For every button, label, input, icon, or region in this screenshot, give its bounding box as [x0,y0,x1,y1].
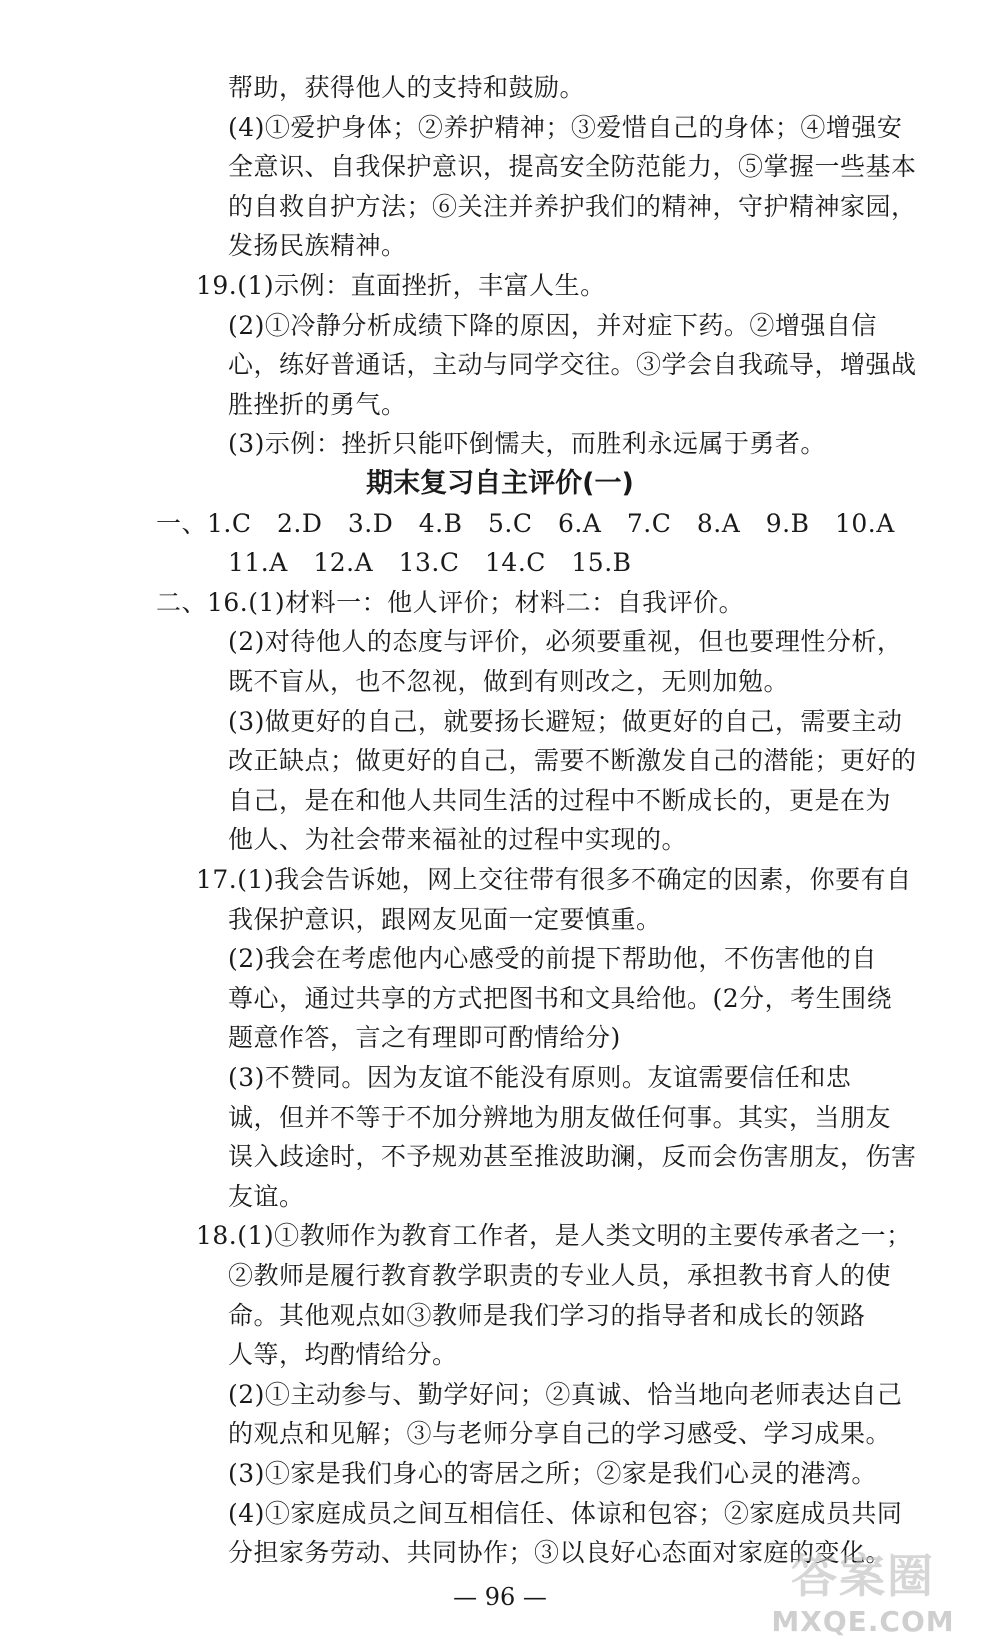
text-line: 全意识、自我保护意识，提高安全防范能力，⑤掌握一些基本 [228,152,917,181]
text-line: 胜挫折的勇气。 [228,390,407,419]
text-line: 题意作答，言之有理即可酌情给分) [228,1023,621,1052]
text-line: 分担家务劳动、共同协作；③以良好心态面对家庭的变化。 [228,1538,892,1567]
watermark-bottom: MXQE.COM [771,1605,955,1638]
text-line: 帮助，获得他人的支持和鼓励。 [228,73,586,102]
text-line: (3)做更好的自己，就要扬长避短；做更好的自己，需要主动 [228,707,903,736]
text-line: (3)示例：挫折只能吓倒懦夫，而胜利永远属于勇者。 [228,429,826,458]
text-line: (3)不赞同。因为友谊不能没有原则。友谊需要信任和忠 [228,1063,852,1092]
text-line: 的观点和见解；③与老师分享自己的学习感受、学习成果。 [228,1419,892,1448]
text-line: 尊心，通过共享的方式把图书和文具给他。(2分，考生围绕 [228,984,893,1013]
text-line: (2)①主动参与、勤学好问；②真诚、恰当地向老师表达自己 [228,1380,903,1409]
question-19: 19.(1)示例：直面挫折，丰富人生。 [196,271,606,300]
answer-row: 11.A 12.A 13.C 14.C 15.B [228,548,632,577]
watermark-logo [738,1548,988,1643]
text-line: 自己，是在和他人共同生活的过程中不断成长的，更是在为 [228,786,892,815]
text-line: 诚，但并不等于不加分辨地为朋友做任何事。其实，当朋友 [228,1103,892,1132]
text-line: (2)我会在考虑他内心感受的前提下帮助他，不伤害他的自 [228,944,877,973]
page-number: — 96 — [453,1583,547,1611]
text-line: 的自救自护方法；⑥关注并养护我们的精神，守护精神家园， [228,192,917,221]
text-line: 我保护意识，跟网友见面一定要慎重。 [228,905,662,934]
text-line: 友谊。 [228,1182,305,1211]
text-line: (2)①冷静分析成绩下降的原因，并对症下药。②增强自信 [228,311,877,340]
text-line: 改正缺点；做更好的自己，需要不断激发自己的潜能；更好的 [228,746,917,775]
question-16: 二、16.(1)材料一：他人评价；材料二：自我评价。 [156,588,745,617]
watermark-top: 答案圈 [791,1549,935,1603]
text-line: (3)①家是我们身心的寄居之所；②家是我们心灵的港湾。 [228,1459,877,1488]
text-line: 发扬民族精神。 [228,231,407,260]
text-line: 他人、为社会带来福祉的过程中实现的。 [228,825,688,854]
answer-row: 一、1.C 2.D 3.D 4.B 5.C 6.A 7.C 8.A 9.B 10.A [156,509,895,538]
text-line: (4)①家庭成员之间互相信任、体谅和包容；②家庭成员共同 [228,1499,903,1528]
question-17: 17.(1)我会告诉她，网上交往带有很多不确定的因素，你要有自 [196,865,912,894]
text-line: 既不盲从，也不忽视，做到有则改之，无则加勉。 [228,667,790,696]
text-line: 命。其他观点如③教师是我们学习的指导者和成长的领路 [228,1301,866,1330]
text-line: ②教师是履行教育教学职责的专业人员，承担教书育人的使 [228,1261,892,1290]
text-line: 误入歧途时，不予规劝甚至推波助澜，反而会伤害朋友，伤害 [228,1142,917,1171]
text-line: 心，练好普通话，主动与同学交往。③学会自我疏导，增强战 [228,350,917,379]
question-18: 18.(1)①教师作为教育工作者，是人类文明的主要传承者之一； [196,1221,912,1250]
text-line: 人等，均酌情给分。 [228,1340,458,1369]
text-line: (4)①爱护身体；②养护精神；③爱惜自己的身体；④增强安 [228,113,903,142]
text-line: (2)对待他人的态度与评价，必须要重视，但也要理性分析， [228,627,903,656]
section-title: 期末复习自主评价(一) [366,468,634,499]
